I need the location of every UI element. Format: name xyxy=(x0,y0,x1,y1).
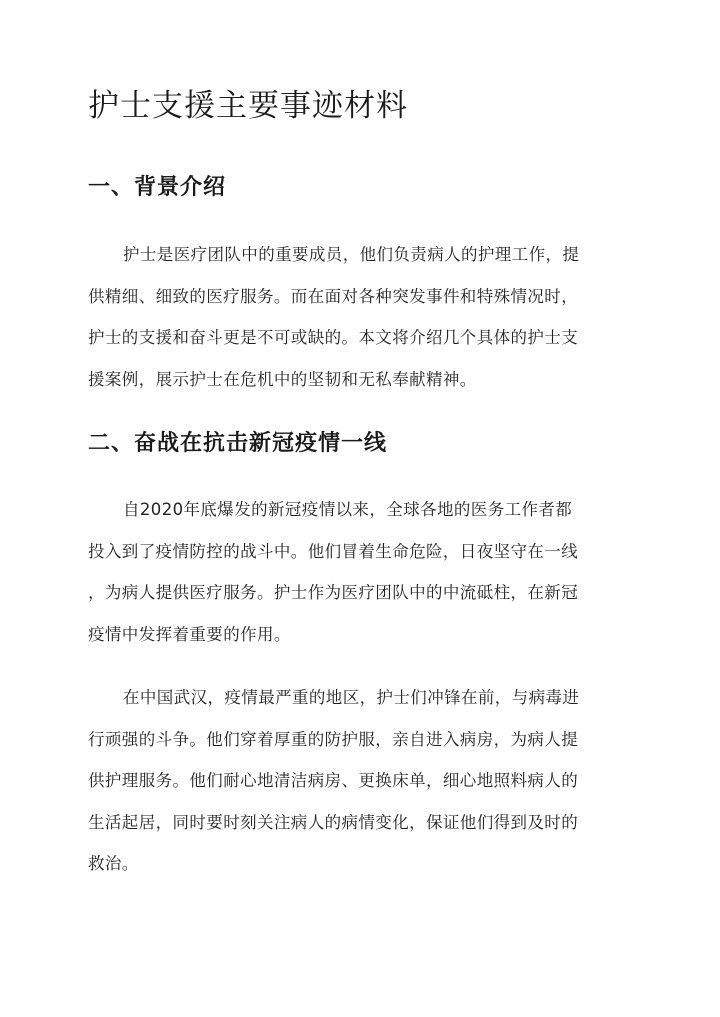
document-title: 护士支援主要事迹材料 xyxy=(88,88,408,124)
paragraph-background xyxy=(88,234,636,400)
paragraph-line: ，为病人提供医疗服务。护士作为医疗团队中的中流砥柱，在新冠 xyxy=(88,583,579,603)
paragraph-line: 疫情中发挥着重要的作用。 xyxy=(88,624,291,644)
paragraph-line: 供护理服务。他们耐心地清洁病房、更换床单，细心地照料病人的 xyxy=(88,771,579,791)
paragraph-wuhan xyxy=(88,677,636,885)
paragraph-line: 在中国武汉，疫情最严重的地区，护士们冲锋在前，与病毒进 xyxy=(123,688,580,707)
paragraph-line: 生活起居，同时要时刻关注病人的病情变化，保证他们得到及时的 xyxy=(88,812,579,832)
paragraph-line: 护士的支援和奋斗更是不可或缺的。本文将介绍几个具体的护士支 xyxy=(88,328,579,348)
section-heading-background: 一、背景介绍 xyxy=(88,175,227,200)
section-heading-covid-frontline: 二、奋战在抗击新冠疫情一线 xyxy=(88,431,388,456)
paragraph-line: 援案例，展示护士在危机中的坚韧和无私奉献精神。 xyxy=(88,369,477,389)
paragraph-line: 救治。 xyxy=(88,854,139,874)
paragraph-line: 供精细、细致的医疗服务。而在面对各种突发事件和特殊情况时， xyxy=(88,286,579,306)
paragraph-line: 自2020年底爆发的新冠疫情以来，全球各地的医务工作者都 xyxy=(123,500,573,519)
paragraph-line: 投入到了疫情防控的战斗中。他们冒着生命危险，日夜坚守在一线 xyxy=(88,541,579,561)
paragraph-covid-intro xyxy=(88,489,636,655)
paragraph-line: 护士是医疗团队中的重要成员，他们负责病人的护理工作，提 xyxy=(123,245,580,264)
paragraph-line: 行顽强的斗争。他们穿着厚重的防护服，亲自进入病房，为病人提 xyxy=(88,729,579,749)
